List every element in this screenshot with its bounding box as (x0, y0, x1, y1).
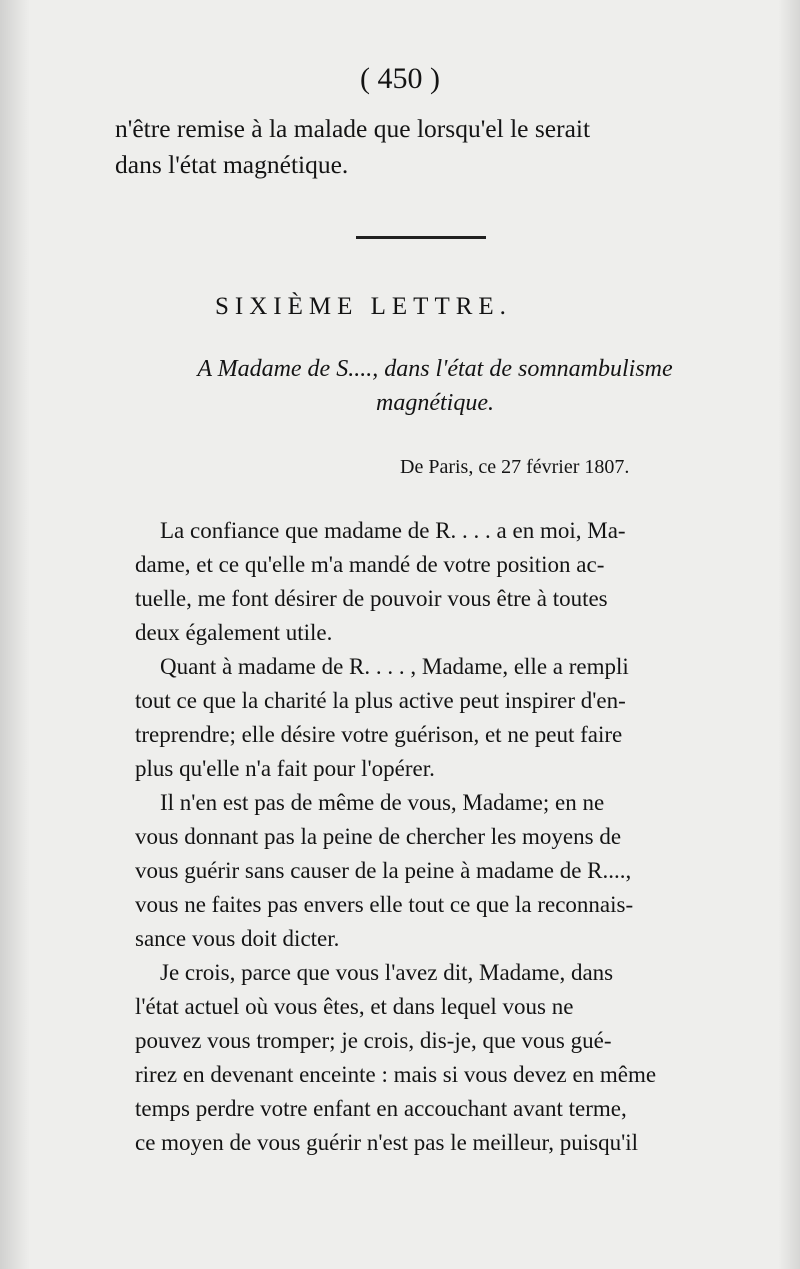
continuation-line-2: dans l'état magnétique. (115, 150, 349, 179)
body-line: Je crois, parce que vous l'avez dit, Madame, dans (160, 960, 614, 985)
section-divider (356, 236, 486, 239)
body-line: l'état actuel où vous êtes, et dans lequel vous ne (135, 994, 574, 1019)
body-line: La confiance que madame de R. . . . a en moi, Ma- (160, 518, 626, 543)
body-line: sance vous doit dicter. (135, 926, 340, 951)
body-line: vous ne faites pas envers elle tout ce que la reconnais- (135, 892, 634, 917)
letter-address-line-1: A Madame de S...., dans l'état de somnambulisme (197, 356, 673, 382)
letter-dateline: De Paris, ce 27 février 1807. (400, 456, 630, 478)
body-line: pouvez vous tromper; je crois, dis-je, que vous gué- (135, 1028, 612, 1053)
page-number: ( 450 ) (360, 62, 440, 95)
body-line: tuelle, me font désirer de pouvoir vous être à toutes (135, 586, 608, 611)
letter-address-line-2: magnétique. (376, 390, 494, 416)
letter-heading: SIXIÈME LETTRE. (215, 293, 512, 320)
body-line: Quant à madame de R. . . . , Madame, elle a rempli (160, 654, 629, 679)
body-line: plus qu'elle n'a fait pour l'opérer. (135, 756, 435, 781)
body-line: ce moyen de vous guérir n'est pas le meilleur, puisqu'il (135, 1130, 639, 1155)
body-line: rirez en devenant enceinte : mais si vous devez en même (135, 1062, 657, 1087)
body-line: treprendre; elle désire votre guérison, et ne peut faire (135, 722, 623, 747)
body-line: temps perdre votre enfant en accouchant avant terme, (135, 1096, 627, 1121)
body-line: dame, et ce qu'elle m'a mandé de votre position ac- (135, 552, 605, 577)
body-line: tout ce que la charité la plus active peut inspirer d'en- (135, 688, 626, 713)
body-line: deux également utile. (135, 620, 333, 645)
continuation-line-1: n'être remise à la malade que lorsqu'el le serait (115, 114, 591, 143)
body-line: Il n'en est pas de même de vous, Madame; en ne (160, 790, 605, 815)
body-line: vous guérir sans causer de la peine à madame de R...., (135, 858, 632, 883)
body-line: vous donnant pas la peine de chercher les moyens de (135, 824, 622, 849)
